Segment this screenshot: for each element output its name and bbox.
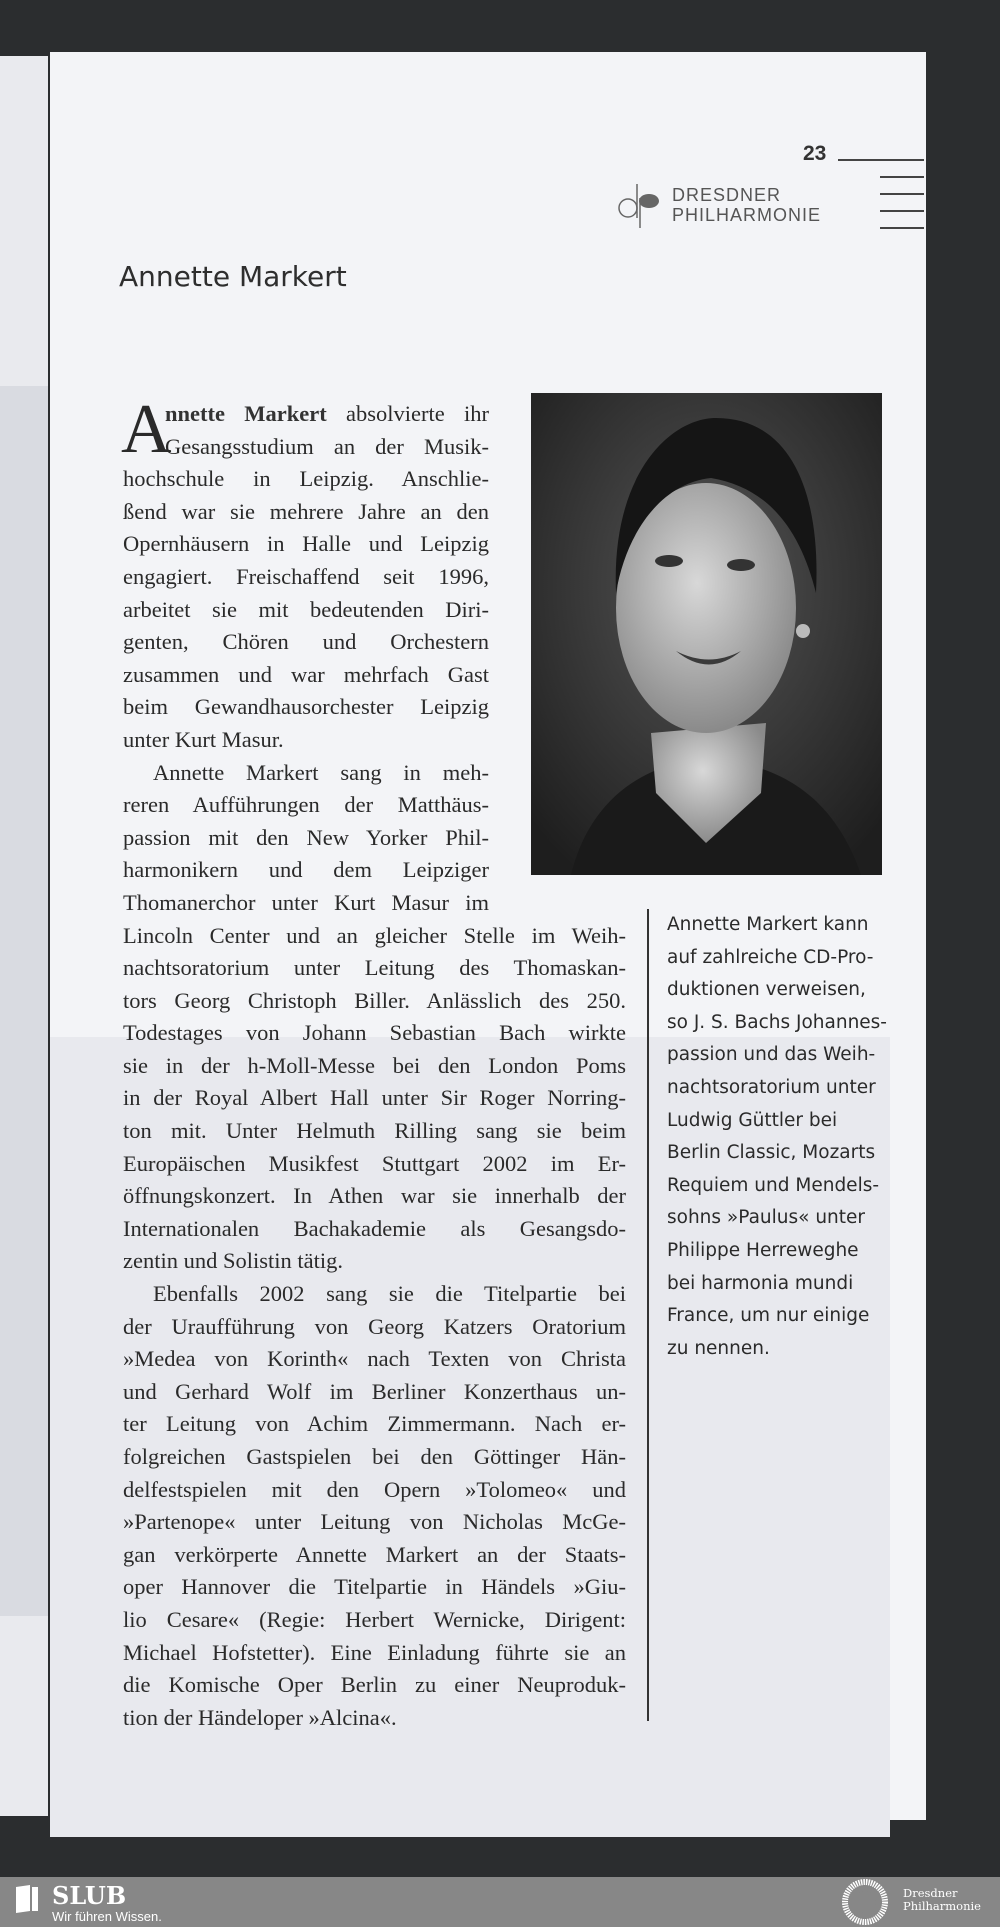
sidebar-line: so J. S. Bachs Johannes-: [667, 1011, 887, 1033]
article-line: und Gerhard Wolf im Berliner Konzerthaus un-: [123, 1378, 626, 1404]
philharmonie-sun-icon: [842, 1879, 888, 1925]
partner-line-2: Philharmonie: [903, 1899, 981, 1913]
sidebar-line: Ludwig Güttler bei: [667, 1109, 838, 1131]
slub-tagline: Wir führen Wissen.: [52, 1909, 162, 1924]
article-line: beim Gewandhausorchester Leipzig: [123, 694, 489, 720]
lead-text: absolvierte ihr: [326, 401, 489, 426]
article-line: tors Georg Christoph Biller. Anlässlich des 250.: [123, 987, 626, 1013]
sidebar-line: Requiem und Mendels-: [667, 1174, 880, 1196]
dp-logo-icon: [616, 178, 662, 232]
slub-book-icon: [12, 1883, 42, 1915]
article-line: Opernhäusern in Halle und Leipzig: [123, 531, 489, 557]
sidebar-divider: [647, 909, 649, 1721]
sidebar-note: [667, 909, 887, 1365]
article-line: Ebenfalls 2002 sang sie die Titelpartie bei: [153, 1281, 626, 1307]
lead-name: nnette Markert: [165, 401, 327, 426]
article-line: Thomanerchor unter Kurt Masur im: [123, 889, 489, 915]
article-line: »Partenope« unter Leitung von Nicholas McGe-: [123, 1509, 626, 1535]
article-line: passion mit den New Yorker Phil-: [123, 824, 489, 850]
dresdner-philharmonie-logo: [616, 178, 821, 232]
article-line: nachtsoratorium unter Leitung des Thomaskan-: [123, 955, 626, 981]
article-line: Lincoln Center und an gleicher Stelle im Weih-: [123, 922, 626, 948]
sidebar-line: Berlin Classic, Mozarts: [667, 1142, 876, 1164]
article-line: ton mit. Unter Helmuth Rilling sang sie beim: [123, 1118, 626, 1144]
sidebar-line: sohns »Paulus« unter: [667, 1207, 866, 1229]
footer-bar: [0, 1877, 1000, 1927]
philharmonie-logo-text: [903, 1887, 981, 1913]
slub-logo-text: SLUB: [52, 1881, 127, 1910]
article-line: Europäischen Musikfest Stuttgart 2002 im Er-: [123, 1150, 626, 1176]
article-line: in der Royal Albert Hall unter Sir Roger Norring-: [123, 1085, 626, 1111]
article-line: sie in der h-Moll-Messe bei den London Poms: [123, 1052, 626, 1078]
article-line: gan verkörperte Annette Markert an der Staats-: [123, 1541, 626, 1567]
article-line: Internationalen Bachakademie als Gesangsdo-: [123, 1215, 626, 1241]
article-line: der Uraufführung von Georg Katzers Oratorium: [123, 1313, 626, 1339]
page-number: 23: [803, 142, 827, 165]
article-line: [123, 398, 489, 431]
article-line: genten, Chören und Orchestern: [123, 629, 489, 655]
article-line: folgreichen Gastspielen bei den Göttinger Hän-: [123, 1444, 626, 1469]
article-line: hochschule in Leipzig. Anschlie-: [123, 466, 489, 492]
article-line: lio Cesare« (Regie: Herbert Wernicke, Dirigent:: [123, 1606, 626, 1632]
partner-line-1: Dresdner: [903, 1886, 958, 1900]
article-line: arbeitet sie mit bedeutenden Diri-: [123, 596, 489, 622]
sidebar-line: Philippe Herreweghe: [667, 1239, 859, 1261]
article-line: Gesangsstudium an der Musik-: [165, 433, 489, 459]
drop-cap: A: [121, 391, 172, 468]
article-line: reren Aufführungen der Matthäus-: [123, 792, 489, 818]
article-line: tion der Händeloper »Alcina«.: [123, 1704, 397, 1730]
logo-line-1: DRESDNER: [672, 185, 782, 205]
article-line: zusammen und war mehrfach Gast: [123, 661, 489, 687]
logo-line-2: PHILHARMONIE: [672, 205, 822, 225]
sidebar-line: bei harmonia mundi: [667, 1272, 854, 1294]
article-line: ter Leitung von Achim Zimmermann. Nach er-: [123, 1411, 626, 1437]
sidebar-line: zu nennen.: [667, 1337, 770, 1359]
article-line: Michael Hofstetter). Eine Einladung führte sie an: [123, 1639, 626, 1665]
article-line: unter Kurt Masur.: [123, 726, 284, 752]
article-line: Todestages von Johann Sebastian Bach wirkte: [123, 1020, 626, 1046]
sidebar-line: Annette Markert kann: [667, 914, 869, 935]
article-line: harmonikern und dem Leipziger: [123, 857, 489, 883]
portrait-photo: [531, 393, 882, 875]
article-line: Annette Markert sang in meh-: [153, 759, 489, 785]
sidebar-line: passion und das Weih-: [667, 1044, 876, 1066]
article-line: »Medea von Korinth« nach Texten von Christa: [123, 1346, 626, 1372]
sidebar-line: duktionen verweisen,: [667, 979, 866, 1001]
facing-page-edge: [0, 56, 48, 1816]
article-line: öffnungskonzert. In Athen war sie innerhalb der: [123, 1183, 626, 1209]
article-line: oper Hannover die Titelpartie in Händels »Giu-: [123, 1574, 626, 1600]
article-line: zentin und Solistin tätig.: [123, 1248, 343, 1274]
sidebar-line: nachtsoratorium unter: [667, 1076, 876, 1098]
article-line: die Komische Oper Berlin zu einer Neuproduk-: [123, 1672, 626, 1698]
article-line: engagiert. Freischaffend seit 1996,: [123, 563, 489, 589]
sidebar-line: auf zahlreiche CD-Pro-: [667, 946, 874, 968]
article-line: delfestspielen mit den Opern »Tolomeo« und: [123, 1476, 626, 1502]
article-line: ßend war sie mehrere Jahre an den: [123, 498, 489, 524]
article-title: Annette Markert: [119, 260, 347, 293]
sidebar-line: France, um nur einige: [667, 1305, 870, 1327]
document-page: [50, 52, 926, 1820]
